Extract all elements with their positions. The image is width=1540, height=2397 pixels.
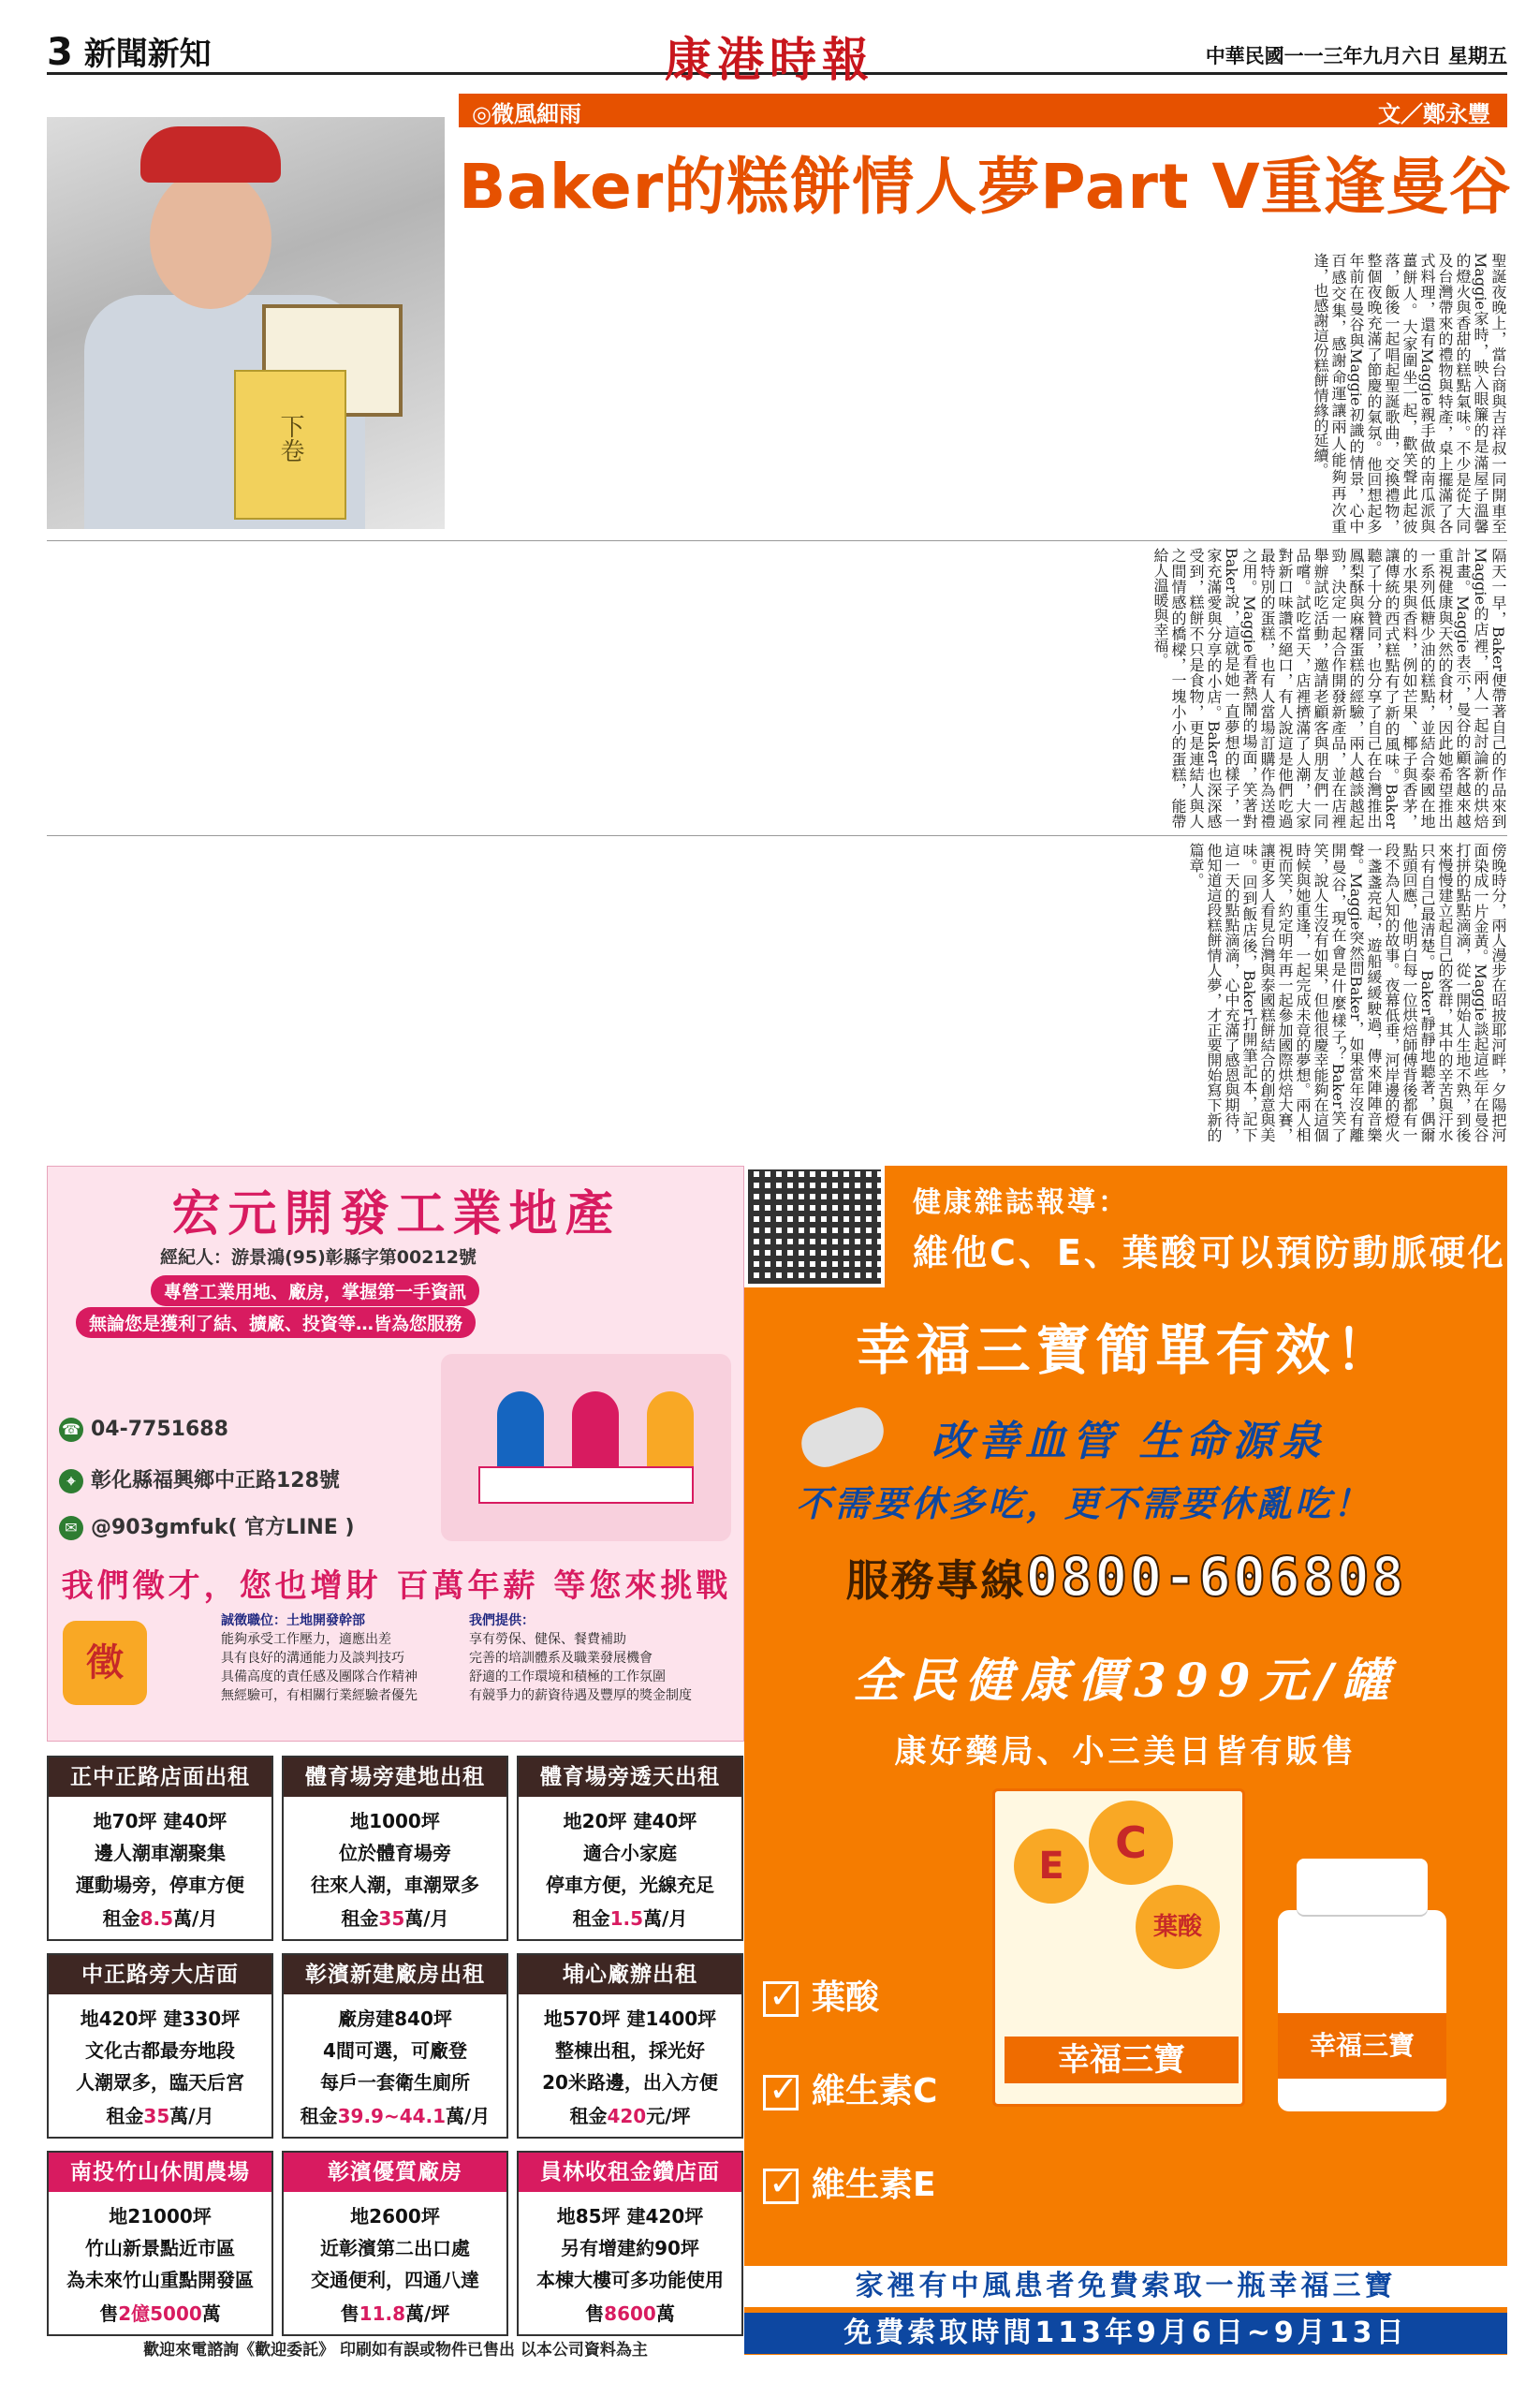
checkbox-icon [763,2169,799,2204]
price-prefix: 租金 [106,2105,144,2127]
listing-card [282,2151,508,2336]
price-value: 39.9~44.1 [337,2105,447,2127]
listing-detail: 4間可選，可廠登 [323,2039,467,2062]
listing-title: 正中正路店面出租 [49,1757,271,1797]
recruit-section [57,1611,736,1733]
listing-title: 員林收租金鑽店面 [519,2153,741,2192]
checkbox-icon [763,2075,799,2110]
listing-detail: 廠房建840坪 [338,2007,452,2030]
ingredient-label: 維生素E [812,2166,936,2204]
product-box [992,1788,1245,2107]
byline: 文／鄭永豐 [1378,101,1490,127]
free-offer: 家裡有中風患者免費索取一瓶幸福三寶 [744,2266,1507,2307]
price-prefix: 售 [340,2302,359,2325]
price-unit: 元/坪 [646,2105,691,2127]
price-prefix: 租金 [300,2105,338,2127]
list-item: 具有良好的溝通能力及談判技巧 [221,1651,404,1666]
price-value: 2億5000 [118,2302,202,2325]
listing-card [517,1953,743,2139]
price-unit: 萬 [201,2302,221,2325]
price-value: 11.8 [359,2302,406,2325]
ad-footer-note: 歡迎來電諮詢《歡迎委託》 印刷如有誤或物件已售出 以本公司資料為主 [143,2341,648,2360]
ingredient-item [763,2065,937,2112]
price-prefix: 售 [99,2302,119,2325]
desk-shape [478,1466,694,1504]
listing-detail: 地420坪 建330坪 [80,2007,241,2030]
listing-price [519,2101,741,2128]
listing-detail: 位於體育場旁 [339,1842,451,1864]
bottle-label: 幸福三寶 [1278,2013,1446,2079]
phone-number: 04-7751688 [91,1418,228,1441]
listing-price [519,2299,741,2326]
price-prefix: 租金 [102,1907,140,1930]
price-line: 全民健康價399元/罐 [853,1653,1399,1708]
listing-price [284,2299,506,2326]
listing-price [284,2101,506,2128]
real-estate-ad-header [47,1166,744,1742]
box-product-name: 幸福三寶 [1005,2037,1239,2083]
checkbox-icon [763,1981,799,2017]
folic-acid-badge: 葉酸 [1136,1885,1220,1969]
listing-detail: 另有增建約90坪 [561,2237,699,2259]
listing-detail: 往來人潮，車潮眾多 [311,1874,479,1896]
article-body-block-1: 聖誕夜晚上，當台商與吉祥叔一同開車至Maggie家時，映入眼簾的是滿屋子溫馨的燈火與香甜的糕點氣味。不少是從大同及台灣帶來的禮物與特產，桌上擺滿了各式料理，還有Maggie親手做的南瓜派與薑餅人。大家圍坐一起，歡笑聲此起彼落，飯後一起唱起聖誕歌曲，交換禮物，整個夜晚充滿了節慶的氣氛。他回想起多年前在曼谷與Maggie初識的情景，心中百感交集，感謝命運讓兩人能夠再次重逢，也感謝這份糕餅情緣的延續。 [1312,253,1507,534]
listing-title: 體育場旁透天出租 [519,1757,741,1797]
masthead: 康港時報 [665,32,874,87]
listing-card [282,1756,508,1941]
listing-detail: 運動場旁，停車方便 [76,1874,244,1896]
contact-line[interactable] [59,1511,355,1540]
listing-detail: 人潮眾多，臨天后宮 [76,2071,244,2094]
slogan-2: 不需要休多吃，更不需要休亂吃！ [796,1482,1372,1524]
listing-detail: 近彰濱第二出口處 [320,2237,470,2259]
article-body-block-3: 傍晚時分，兩人漫步在昭披耶河畔，夕陽把河面染成一片金黃。Maggie談起這些年在曼谷打拼的點點滴滴，從一開始人生地不熟，到後來慢慢建立起自己的客群，其中的辛苦與汗水只有自己最清楚。Baker靜靜地聽著，偶爾點頭回應，他明白每一位烘焙師傅背後都有一段不為人知的故事。夜幕低垂，河岸邊的燈火一盞盞亮起，遊船緩緩駛過，傳來陣陣音樂聲。Maggie突然問Baker，如果當年沒有離開曼谷，現在會是什麼樣子？Baker笑了笑，說人生沒有如果，但他很慶幸能夠在這個時候與她重逢，一起完成未竟的夢想。兩人相視而笑，約定明年再一起參加國際烘焙大賽，讓更多人看見台灣與泰國糕餅結合的創意與美味。回到飯店後，Baker打開筆記本，記下這一天的點點滴滴，心中充滿了感恩與期待，他知道這段糕餅情人夢，才正要開始寫下新的篇章。 [1187,843,1507,1142]
listing-detail: 20米路邊，出入方便 [542,2071,718,2094]
issue-date: 中華民國一一三年九月六日 星期五 [1205,45,1507,67]
price-value: 35 [378,1907,405,1930]
list-item: 具備高度的責任感及團隊合作精神 [221,1669,418,1684]
price-unit: 萬/月 [643,1907,688,1930]
list-item: 舒適的工作環境和積極的工作氛圍 [469,1669,666,1684]
listing-price [49,2299,271,2326]
tagline-1: 專營工業用地、廠房，掌握第一手資訊 [151,1275,479,1306]
photo-book [234,370,346,520]
column-divider [47,540,1507,541]
recruit-benefits [469,1611,692,1705]
listing-detail: 竹山新景點近市區 [85,2237,235,2259]
person-figure [647,1391,694,1476]
person-figure [572,1391,619,1476]
listing-detail: 邊人潮車潮聚集 [95,1842,226,1864]
listing-detail: 適合小家庭 [583,1842,677,1864]
photo-face [150,169,271,309]
section-name: 新聞新知 [83,36,212,73]
list-item: 有競爭力的薪資待遇及豐厚的獎金制度 [469,1688,692,1703]
listing-detail: 地570坪 建1400坪 [543,2007,717,2030]
listing-detail: 地1000坪 [350,1810,440,1832]
listing-card [517,2151,743,2336]
qr-pattern [748,1169,881,1284]
listing-detail: 文化古都最夯地段 [85,2039,235,2062]
recruit-right-title: 我們提供： [469,1613,535,1628]
column-tag: ◎微風細雨 [472,101,581,127]
price-value: 8.5 [139,1907,174,1930]
line-id: @903gmfuk( 官方LINE ) [91,1516,355,1539]
vitamin-c-badge: C [1089,1801,1173,1885]
price-value: 8600 [604,2302,656,2325]
price-prefix: 售 [585,2302,605,2325]
listing-detail: 地85坪 建420坪 [556,2205,704,2228]
listing-card [47,1756,273,1941]
product-headline: 幸福三寶簡單有效！ [856,1318,1396,1382]
listing-title: 南投竹山休閒農場 [49,2153,271,2192]
listing-title: 體育場旁建地出租 [284,1757,506,1797]
recruit-banner: 我們徵才，您也增財 百萬年薪 等您來挑戰 [61,1567,732,1605]
capsule-icon [795,1401,890,1474]
ingredient-item [763,1971,879,2019]
listing-title: 埔心廠辦出租 [519,1955,741,1994]
price-unit: 萬/月 [169,2105,214,2127]
ingredient-label: 維生素C [812,2072,938,2110]
phone-icon: ☎ [59,1418,83,1442]
tagline-2: 無論您是獲利了結、擴廠、投資等…皆為您服務 [76,1307,476,1338]
location-pin-icon: ⌖ [59,1469,83,1493]
contact-address [59,1464,340,1493]
price-prefix: 租金 [569,2105,608,2127]
stores-line: 康好藥局、小三美日皆有販售 [894,1733,1357,1771]
company-name: 宏元開發工業地產 [171,1186,622,1243]
price-unit: 萬/月 [404,1907,449,1930]
magazine-line-1: 健康雜誌報導： [913,1186,1129,1219]
column-kicker [459,94,1507,127]
recruit-left-title: 誠徵職位：土地開發幹部 [221,1613,365,1628]
listing-price [49,2101,271,2128]
listing-card [282,1953,508,2139]
price-unit: 萬/坪 [405,2302,450,2325]
listing-price [519,1904,741,1931]
recruit-requirements [221,1611,418,1705]
listing-detail: 整棟出租，採光好 [555,2039,705,2062]
office-illustration [441,1354,731,1541]
article-body-block-2: 隔天一早，Baker便帶著自己的作品來到Maggie的店裡，兩人一起討論新的烘焙計畫。Maggie表示，曼谷的顧客越來越重視健康與天然的食材，因此她希望推出一系列低糖少油的糕點，並結合泰國在地的水果與香料，例如芒果、椰子與香茅，讓傳統的西式糕點有了新的風味。Baker聽了十分贊同，也分享了自己在台灣推出鳳梨酥與麻糬蛋糕的經驗，兩人越談越起勁，決定一起合作開發新產品，並在店裡舉辦試吃活動，邀請老顧客與朋友們一同品嚐。試吃當天，店裡擠滿了人潮，大家對新口味讚不絕口，有人說這是他們吃過最特別的蛋糕，也有人當場訂購作為送禮之用。Maggie看著熱鬧的場面，笑著對Baker說，這就是她一直夢想的樣子，一家充滿愛與分享的小店。Baker也深深感受到，糕餅不只是食物，更是連結人與人之間情感的橋樑，一塊小小的蛋糕，能帶給人溫暖與幸福。 [1151,548,1507,829]
chat-icon: ✉ [59,1516,83,1540]
listing-detail: 交通便利，四通八達 [311,2269,479,2291]
real-estate-ad [47,1166,744,2360]
agent-info: 經紀人：游景鴻(95)彰縣字第00212號 [160,1247,477,1268]
price-value: 420 [607,2105,647,2127]
price-unit: 萬/月 [446,2105,491,2127]
listing-detail: 地20坪 建40坪 [563,1810,697,1832]
feature-article [47,89,1512,1152]
listing-title: 彰濱優質廠房 [284,2153,506,2192]
address-text: 彰化縣福興鄉中正路128號 [91,1469,340,1493]
list-item: 享有勞保、健保、餐費補助 [469,1632,626,1647]
listing-price [49,1904,271,1931]
price-unit: 萬/月 [173,1907,218,1930]
listing-card [47,2151,273,2336]
vitamin-e-badge: E [1014,1829,1089,1904]
magazine-line-2: 維他C、E、葉酸可以預防動脈硬化 [913,1232,1506,1273]
hotline-label: 服務專線 [845,1555,1026,1606]
listing-detail: 每戶一套衛生廁所 [320,2071,470,2094]
qr-code[interactable] [744,1166,885,1287]
free-offer-period: 免費索取時間113年9月6日~9月13日 [744,2313,1507,2354]
author-photo [47,117,445,529]
listing-detail: 地70坪 建40坪 [93,1810,227,1832]
listing-detail: 為未來竹山重點開發區 [66,2269,254,2291]
photo-book-text: 下卷 [276,414,304,463]
listing-card [47,1953,273,2139]
listing-card [517,1756,743,1941]
bottle-cap [1297,1859,1428,1915]
column-divider [47,835,1507,836]
listing-price [284,1904,506,1931]
service-hotline[interactable] [744,1545,1507,1609]
listing-detail: 本棟大樓可多功能使用 [536,2269,724,2291]
bottle-body [1278,1910,1446,2111]
price-prefix: 租金 [572,1907,610,1930]
section-number: 3 [47,31,73,74]
listing-detail: 停車方便，光線充足 [546,1874,714,1896]
listing-detail: 地21000坪 [109,2205,212,2228]
list-item: 無經驗可，有相關行業經驗者優先 [221,1688,418,1703]
price-prefix: 租金 [341,1907,379,1930]
price-value: 1.5 [609,1907,644,1930]
ingredient-label: 葉酸 [812,1978,880,2017]
product-bottle [1269,1859,1456,2111]
slogan-1: 改善血管 生命源泉 [931,1418,1327,1465]
listing-detail: 地2600坪 [350,2205,440,2228]
supplement-ad [744,1166,1507,2355]
article-headline: Baker的糕餅情人夢Part V重逢曼谷 [459,151,1512,223]
list-item: 能夠承受工作壓力，適應出差 [221,1632,391,1647]
price-unit: 萬 [655,2302,675,2325]
page-header [47,28,1507,87]
recruit-badge: 徵 [63,1621,147,1705]
price-value: 35 [143,2105,170,2127]
person-figure [497,1391,544,1476]
contact-phone[interactable] [59,1418,228,1442]
photo-cap [140,126,281,183]
section-label [47,28,212,74]
listing-title: 彰濱新建廠房出租 [284,1955,506,1994]
hotline-number: 0800-606808 [1025,1545,1406,1609]
ingredient-item [763,2158,936,2206]
list-item: 完善的培訓體系及職業發展機會 [469,1651,653,1666]
listing-title: 中正路旁大店面 [49,1955,271,1994]
